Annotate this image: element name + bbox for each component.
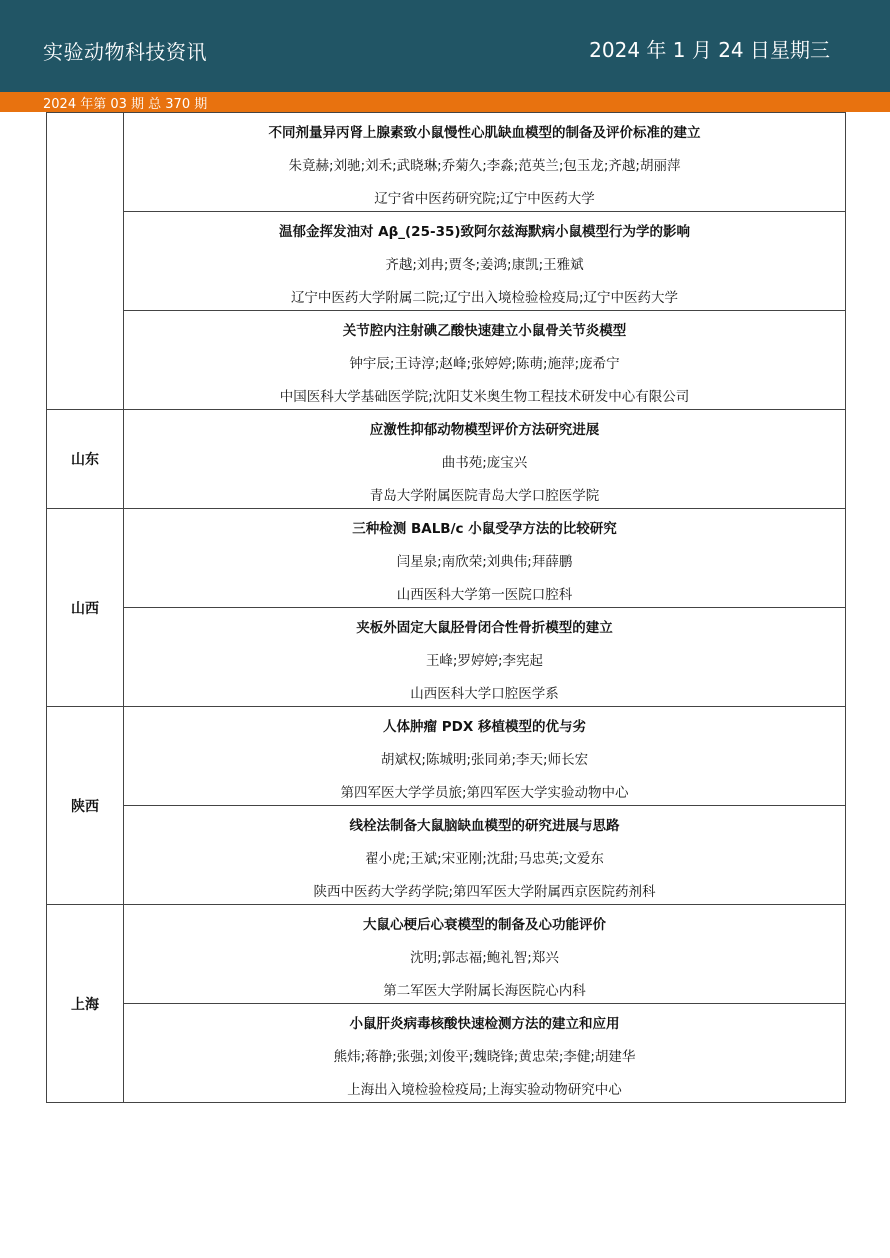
paper-title: 三种检测 BALB/c 小鼠受孕方法的比较研究 [352,521,617,537]
table-row [47,806,846,905]
paper-authors: 钟宇辰;王诗淳;赵峰;张婷婷;陈萌;施萍;庞希宁 [349,356,620,372]
paper-authors: 熊炜;蒋静;张强;刘俊平;魏晓锋;黄忠荣;李健;胡建华 [333,1049,636,1065]
paper-authors: 曲书苑;庞宝兴 [441,455,528,471]
paper-institution: 山西医科大学口腔医学系 [410,686,559,702]
paper-title: 应激性抑郁动物模型评价方法研究进展 [369,422,600,438]
table-row [47,905,846,1004]
paper-institution: 第二军医大学附属长海医院心内科 [383,983,586,999]
paper-institution: 第四军医大学学员旅;第四军医大学实验动物中心 [340,785,629,801]
paper-entry [124,311,846,410]
page-header [0,0,890,92]
region-cell [47,113,124,410]
paper-entry [124,1004,846,1103]
region-cell: 山东 [47,410,124,509]
paper-authors: 朱竟赫;刘驰;刘禾;武晓琳;乔菊久;李淼;范英兰;包玉龙;齐越;胡丽萍 [288,158,681,174]
region-cell: 上海 [47,905,124,1103]
issue-number: 2024 年第 03 期 总 370 期 [43,97,208,112]
paper-authors: 胡斌权;陈城明;张同弟;李天;师长宏 [380,752,589,768]
paper-title: 大鼠心梗后心衰模型的制备及心功能评价 [363,917,606,933]
table-row [47,410,846,509]
paper-title: 温郁金挥发油对 Aβ_(25-35)致阿尔兹海默病小鼠模型行为学的影响 [278,224,691,240]
publication-title: 实验动物科技资讯 [43,40,207,64]
paper-list-table [46,112,846,1103]
paper-title: 夹板外固定大鼠胫骨闭合性骨折模型的建立 [356,620,613,636]
paper-entry [124,806,846,905]
paper-authors: 沈明;郭志福;鲍礼智;郑兴 [410,950,559,966]
paper-entry [124,905,846,1004]
paper-authors: 翟小虎;王斌;宋亚刚;沈甜;马忠英;文爱东 [365,851,604,867]
paper-institution: 中国医科大学基础医学院;沈阳艾米奥生物工程技术研发中心有限公司 [279,389,690,405]
table-row [47,212,846,311]
paper-institution: 辽宁省中医药研究院;辽宁中医药大学 [374,191,595,207]
table-row [47,1004,846,1103]
table-row [47,608,846,707]
paper-title: 线栓法制备大鼠脑缺血模型的研究进展与思路 [349,818,620,834]
paper-title: 关节腔内注射碘乙酸快速建立小鼠骨关节炎模型 [342,323,627,339]
paper-authors: 闫星泉;南欣荣;刘典伟;拜薛鹏 [396,554,573,570]
paper-title: 不同剂量异丙肾上腺素致小鼠慢性心肌缺血模型的制备及评价标准的建立 [268,125,701,141]
paper-title: 小鼠肝炎病毒核酸快速检测方法的建立和应用 [349,1016,620,1032]
issue-bar [0,92,890,112]
paper-authors: 齐越;刘冉;贾冬;姜鸿;康凯;王雅斌 [385,257,584,273]
publication-date: 2024 年 1 月 24 日星期三 [589,38,830,62]
table-row [47,707,846,806]
paper-entry [124,113,846,212]
paper-institution: 山西医科大学第一医院口腔科 [396,587,573,603]
table-row [47,113,846,212]
table-row [47,509,846,608]
paper-authors: 王峰;罗婷婷;李宪起 [425,653,544,669]
region-cell: 山西 [47,509,124,707]
paper-entry [124,212,846,311]
region-cell: 陕西 [47,707,124,905]
paper-institution: 陕西中医药大学药学院;第四军医大学附属西京医院药剂科 [313,884,656,900]
paper-institution: 辽宁中医药大学附属二院;辽宁出入境检验检疫局;辽宁中医药大学 [290,290,679,306]
table-row [47,311,846,410]
paper-institution: 上海出入境检验检疫局;上海实验动物研究中心 [347,1082,622,1098]
paper-entry [124,608,846,707]
paper-entry [124,707,846,806]
paper-title: 人体肿瘤 PDX 移植模型的优与劣 [383,719,586,735]
paper-entry [124,410,846,509]
paper-entry [124,509,846,608]
paper-institution: 青岛大学附属医院青岛大学口腔医学院 [369,488,600,504]
